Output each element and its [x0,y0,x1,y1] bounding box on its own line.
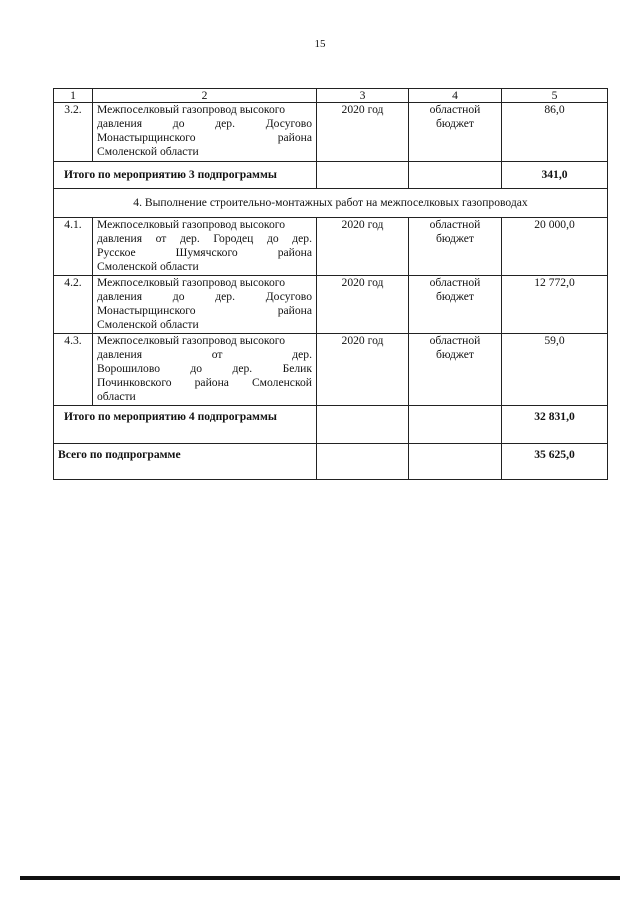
row-number: 4.2. [54,276,93,334]
grand-total-amount: 35 625,0 [502,444,608,480]
header-col-5: 5 [502,89,608,103]
row-amount: 86,0 [502,103,608,162]
grand-total-label: Всего по подпрограмме [54,444,317,480]
row-description: Межпоселковый газопровод высокого давления от дер. Ворошилово до дер. Белик Починковского района Смоленской области [93,334,317,406]
total-amount: 341,0 [502,162,608,189]
grand-total-row [54,444,608,480]
row-year: 2020 год [317,103,409,162]
table-row [54,276,608,334]
total-amount: 32 831,0 [502,406,608,444]
row-amount: 59,0 [502,334,608,406]
table-row [54,334,608,406]
row-source: областной бюджет [409,218,502,276]
row-year: 2020 год [317,334,409,406]
row-number: 3.2. [54,103,93,162]
row-amount: 12 772,0 [502,276,608,334]
section-4-title-row [54,189,608,218]
row-number: 4.1. [54,218,93,276]
total-row-3 [54,162,608,189]
header-col-3: 3 [317,89,409,103]
row-amount: 20 000,0 [502,218,608,276]
header-col-2: 2 [93,89,317,103]
table-row [54,218,608,276]
header-col-1: 1 [54,89,93,103]
row-number: 4.3. [54,334,93,406]
row-year: 2020 год [317,218,409,276]
table-row [54,103,608,162]
bottom-rule [20,876,620,880]
total-label: Итого по мероприятию 3 подпрограммы [54,162,317,189]
row-description: Межпоселковый газопровод высокого давления до дер. Досугово Монастырщинского района Смоленской области [93,103,317,162]
row-source: областной бюджет [409,334,502,406]
page-number: 15 [314,38,326,50]
row-source: областной бюджет [409,103,502,162]
total-row-4 [54,406,608,444]
row-description: Межпоселковый газопровод высокого давления до дер. Досугово Монастырщинского района Смоленской области [93,276,317,334]
budget-table [53,88,608,480]
total-label: Итого по мероприятию 4 подпрограммы [54,406,317,444]
row-year: 2020 год [317,276,409,334]
header-col-4: 4 [409,89,502,103]
section-title: 4. Выполнение строительно-монтажных работ на межпоселковых газопроводах [54,189,608,218]
row-description: Межпоселковый газопровод высокого давления от дер. Городец до дер. Русское Шумячского района Смоленской области [93,218,317,276]
row-source: областной бюджет [409,276,502,334]
table-header-row [54,89,608,103]
